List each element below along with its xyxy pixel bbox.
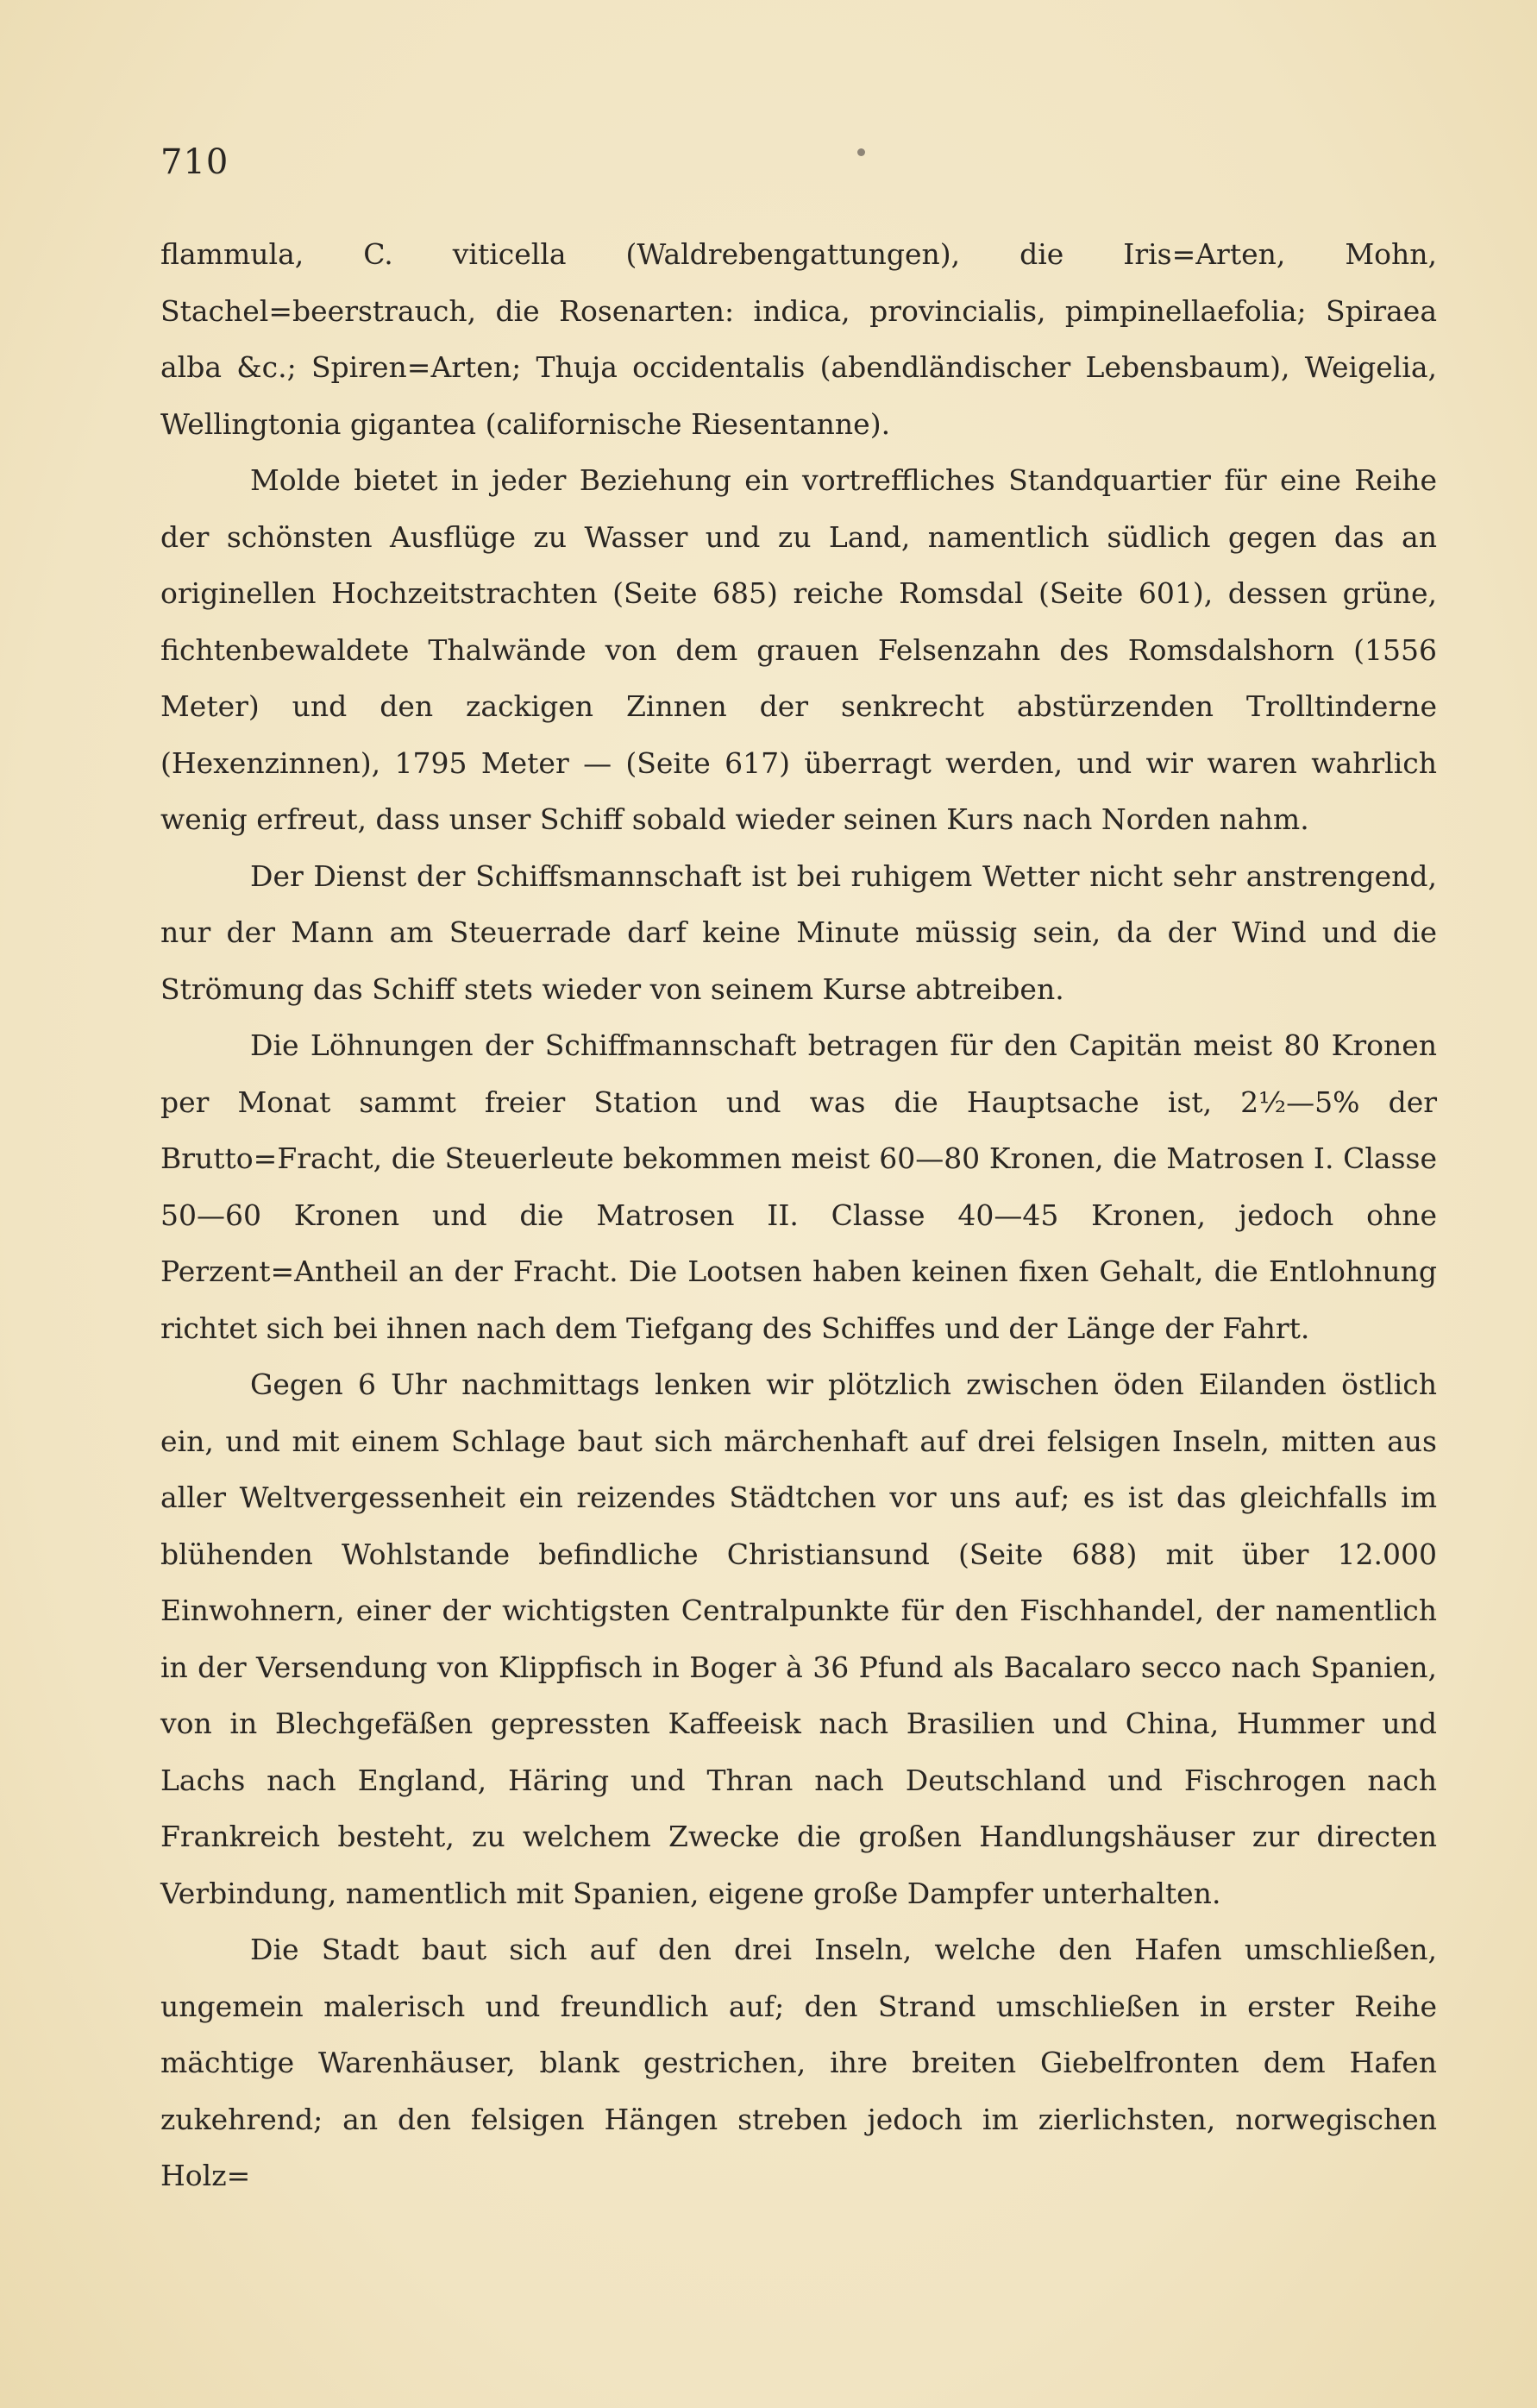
paragraph-5: Gegen 6 Uhr nachmittags lenken wir plötzlich zwischen öden Eilanden östlich ein, und mit einem Schlage baut sich märchenhaft auf drei felsigen Inseln, mitten aus aller Weltvergessenheit ein reizendes Städtchen vor uns auf; es ist das gleichfalls im blühenden Wohlstande befindliche Christiansund (Seite 688) mit über 12.000 Einwohnern, einer der wichtigsten Centralpunkte für den Fischhandel, der namentlich in der Versendung von Klippfisch in Boger à 36 Pfund als Bacalaro secco nach Spanien, von in Blechgefäßen gepressten Kaffeeisk nach Brasilien und China, Hummer und Lachs nach England, Häring und Thran nach Deutschland und Fischrogen nach Frankreich besteht, zu welchem Zwecke die großen Handlungshäuser zur directen Verbindung, namentlich mit Spanien, eigene große Dampfer unterhalten. xyxy=(160,1367,1437,1910)
paragraph-1: flammula, C. viticella (Waldrebengattungen), die Iris=Arten, Mohn, Stachel=beerstrauch, die Rosenarten: indica, provincialis, pimpinellaefolia; Spiraea alba &c.; Spiren=Arten; Thuja occidentalis (abendländischer Lebensbaum), Weigelia, Wellingtonia gigantea (californische Riesentanne). xyxy=(160,237,1437,441)
paragraph-3: Der Dienst der Schiffsmannschaft ist bei ruhigem Wetter nicht sehr anstrengend, nur der Mann am Steuerrade darf keine Minute müssig sein, da der Wind und die Strömung das Schiff stets wieder von seinem Kurse abtreiben. xyxy=(160,858,1437,1006)
ink-dot-mark xyxy=(857,148,865,156)
paragraph-2: Molde bietet in jeder Beziehung ein vortreffliches Standquartier für eine Reihe der schönsten Ausflüge zu Wasser und zu Land, namentlich südlich gegen das an originellen Hochzeitstrachten (Seite 685) reiche Romsdal (Seite 601), dessen grüne, fichtenbewaldete Thalwände von dem grauen Felsenzahn des Romsdalshorn (1556 Meter) und den zackigen Zinnen der senkrecht abstürzenden Trolltinderne (Hexenzinnen), 1795 Meter — (Seite 617) überragt werden, und wir waren wahrlich wenig erfreut, dass unser Schiff sobald wieder seinen Kurs nach Norden nahm. xyxy=(160,463,1437,836)
page-number: 710 xyxy=(160,142,229,182)
paragraph-4: Die Löhnungen der Schiffmannschaft betragen für den Capitän meist 80 Kronen per Monat sammt freier Station und was die Hauptsache ist, 2½—5% der Brutto=Fracht, die Steuerleute bekommen meist 60—80 Kronen, die Matrosen I. Classe 50—60 Kronen und die Matrosen II. Classe 40—45 Kronen, jedoch ohne Perzent=Antheil an der Fracht. Die Lootsen haben keinen fixen Gehalt, die Entlohnung richtet sich bei ihnen nach dem Tiefgang des Schiffes und der Länge der Fahrt. xyxy=(160,1028,1437,1345)
body-text xyxy=(160,226,1437,2204)
paragraph-6: Die Stadt baut sich auf den drei Inseln, welche den Hafen umschließen, ungemein malerisch und freundlich auf; den Strand umschließen in erster Reihe mächtige Warenhäuser, blank gestrichen, ihre breiten Giebelfronten dem Hafen zukehrend; an den felsigen Hängen streben jedoch im zierlichsten, norwegischen Holz= xyxy=(160,1933,1437,2192)
